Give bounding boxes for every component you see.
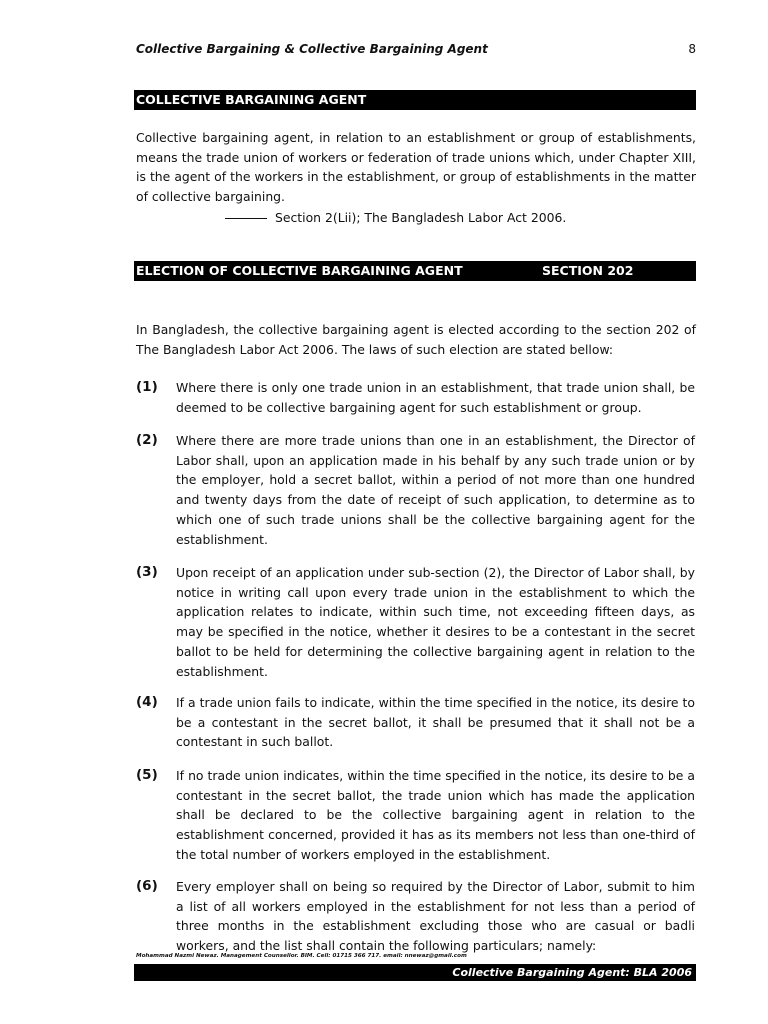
footer-label: Collective Bargaining Agent: BLA 2006 xyxy=(452,966,692,979)
intro-paragraph: In Bangladesh, the collective bargaining agent is elected according to the section 202 of The Bangladesh Labor Act 2006. The laws of such election are stated bellow: xyxy=(136,322,696,357)
citation xyxy=(225,208,566,227)
clause-text-3: Upon receipt of an application under sub-section (2), the Director of Labor shall, by notice in writing call upon every trade union in the establishment to which the application relates to indicate, within such time, not exceeding fifteen days, as may be specified in the notice, whether it desires to be a contestant in the secret ballot to be held for determining the collective bargaining agent in relation to the establishment. xyxy=(176,565,695,679)
clause-text-6: Every employer shall on being so required by the Director of Labor, submit to him a list of all workers employed in the establishment for not less than a period of three months in the establishment excluding those who are casual or badli workers, and the list shall contain the following particulars; namely: xyxy=(176,879,695,954)
clause-text-2: Where there are more trade unions than one in an establishment, the Director of Labor shall, upon an application made in his behalf by any such trade union or by the employer, hold a secret ballot, within a period of not more than one hundred and twenty days from the date of receipt of such application, to determine as to which one of such trade unions shall be the collective bargaining agent for the establishment. xyxy=(176,433,695,547)
clause-number-3: (3) xyxy=(136,564,158,580)
footer-bar xyxy=(134,964,696,981)
clause-number-1: (1) xyxy=(136,379,158,395)
section-heading-text: ELECTION OF COLLECTIVE BARGAINING AGENT xyxy=(136,263,463,278)
section-heading-cba xyxy=(134,90,696,110)
definition-paragraph: Collective bargaining agent, in relation to an establishment or group of establishments, means the trade union of workers or federation of trade unions which, under Chapter XIII, is the agent of the workers in the establishment, or group of establishments in the matter of collective bargaining. xyxy=(136,130,696,205)
section-heading-election xyxy=(134,261,696,281)
running-header-title: Collective Bargaining & Collective Bargaining Agent xyxy=(136,42,488,56)
clause-number-2: (2) xyxy=(136,432,158,448)
clause-text-4: If a trade union fails to indicate, within the time specified in the notice, its desire to be a contestant in the secret ballot, it shall be presumed that it shall not be a contestant in such ballot. xyxy=(176,695,695,750)
clause-number-6: (6) xyxy=(136,878,158,894)
clause-number-5: (5) xyxy=(136,767,158,783)
section-heading-text: COLLECTIVE BARGAINING AGENT xyxy=(136,92,367,107)
clause-text-1: Where there is only one trade union in an establishment, that trade union shall, be deemed to be collective bargaining agent for such establishment or group. xyxy=(176,380,695,415)
citation-text: Section 2(Lii); The Bangladesh Labor Act 2006. xyxy=(275,210,567,225)
clause-text-5: If no trade union indicates, within the time specified in the notice, its desire to be a contestant in the secret ballot, the trade union which has made the application shall be declared to be the collective bargaining agent in relation to the establishment concerned, provided it has as its members not less than one-third of the total number of workers employed in the establishment. xyxy=(176,768,695,862)
page-number: 8 xyxy=(688,42,696,56)
footer-credit: Mohammad Nazmi Newaz. Management Counsellor. BIM. Cell: 01715 366 717. email: nnewaz@gmail.com xyxy=(136,953,467,959)
section-reference: SECTION 202 xyxy=(542,263,634,278)
clause-number-4: (4) xyxy=(136,694,158,710)
citation-dash xyxy=(225,218,267,219)
